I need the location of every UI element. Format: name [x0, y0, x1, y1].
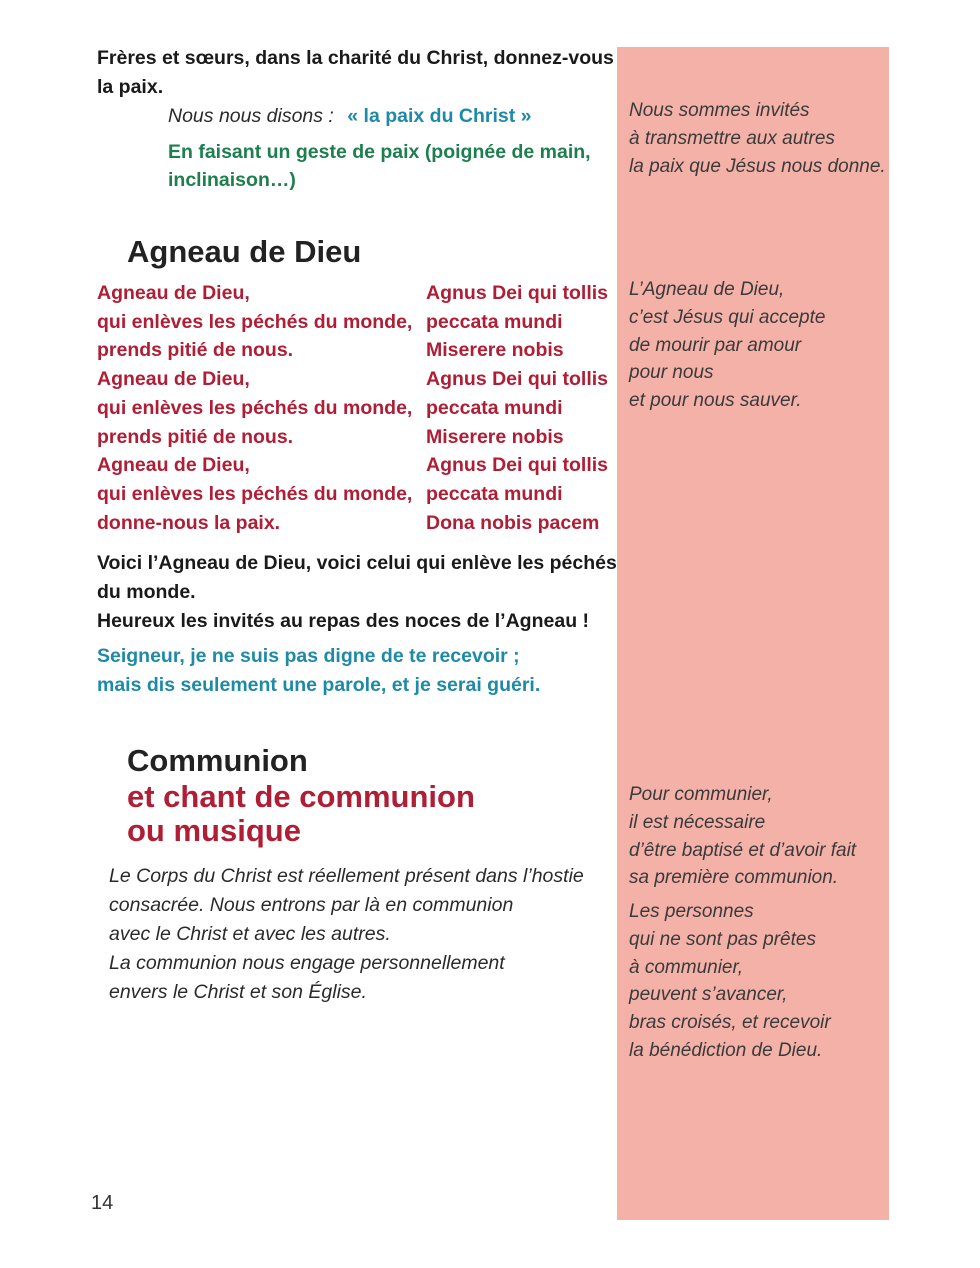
sidebar-note-line: il est nécessaire	[629, 811, 766, 833]
agnus-french-column	[97, 279, 412, 537]
behold-line: Heureux les invités au repas des noces de l’Agneau !	[97, 610, 590, 632]
sidebar-note-line: la bénédiction de Dieu.	[629, 1039, 823, 1061]
gesture-line: En faisant un geste de paix (poignée de main,	[168, 141, 591, 163]
communion-subtitle	[127, 780, 475, 848]
behold-line: Voici l’Agneau de Dieu, voici celui qui enlève les péchés	[97, 552, 617, 574]
communion-line: avec le Christ et avec les autres.	[109, 923, 391, 945]
sidebar-note-blessing	[629, 898, 831, 1065]
agnus-latin-line: peccata mundi	[426, 310, 563, 333]
response-line: mais dis seulement une parole, et je serai guéri.	[97, 674, 541, 696]
communion-line: La communion nous engage personnellement	[109, 952, 505, 974]
peace-quote: « la paix du Christ »	[347, 105, 532, 127]
subtitle-line: et chant de communion	[127, 779, 475, 814]
agnus-title: Agneau de Dieu	[127, 234, 362, 269]
agnus-french-line: Agneau de Dieu,	[97, 282, 250, 304]
peace-line: la paix.	[97, 76, 164, 98]
sidebar-note-line: qui ne sont pas prêtes	[629, 928, 816, 950]
sidebar-note-line: la paix que Jésus nous donne.	[629, 155, 886, 177]
agnus-french-line: qui enlèves les péchés du monde,	[97, 482, 413, 505]
agnus-latin-line: Agnus Dei qui tollis	[426, 368, 609, 391]
agnus-french-line: prends pitié de nous.	[97, 339, 294, 362]
subtitle-line: ou musique	[127, 813, 301, 848]
agnus-latin-line: peccata mundi	[426, 396, 563, 419]
sidebar-note-agnus	[629, 276, 825, 415]
peace-gesture	[168, 138, 591, 194]
communion-body	[109, 862, 584, 1007]
page-number: 14	[91, 1192, 114, 1214]
agnus-french-line: qui enlèves les péchés du monde,	[97, 310, 413, 333]
peace-response	[168, 102, 532, 131]
agnus-latin-line: Agnus Dei qui tollis	[426, 454, 609, 477]
agnus-french-line: Agneau de Dieu,	[97, 368, 250, 391]
sidebar-note-line: pour nous	[629, 362, 714, 384]
sidebar-note-line: d’être baptisé et d’avoir fait	[629, 839, 857, 861]
sidebar-note-peace	[629, 97, 886, 180]
communion-line: consacrée. Nous entrons par là en communion	[109, 894, 514, 916]
sidebar-note-line: bras croisés, et recevoir	[629, 1012, 831, 1034]
agnus-latin-line: Dona nobis pacem	[426, 511, 600, 534]
peace-line: Frères et sœurs, dans la charité du Christ, donnez-vous	[97, 47, 614, 69]
communion-line: Le Corps du Christ est réellement présent dans l’hostie	[109, 865, 584, 887]
agnus-french-line: qui enlèves les péchés du monde,	[97, 396, 413, 419]
sidebar-note-communion	[629, 781, 856, 892]
gesture-line: inclinaison…)	[168, 169, 296, 191]
communion-title: Communion	[127, 743, 308, 778]
behold-lamb	[97, 549, 617, 636]
peace-invitation	[97, 44, 614, 102]
communion-line: envers le Christ et son Église.	[109, 981, 367, 1003]
sidebar-note-line: Nous sommes invités	[629, 100, 810, 121]
behold-line: du monde.	[97, 581, 196, 603]
sidebar-note-line: et pour nous sauver.	[629, 390, 802, 412]
agnus-latin-line: Miserere nobis	[426, 425, 564, 448]
sidebar-note-line: à communier,	[629, 956, 744, 978]
agnus-latin-column	[426, 279, 608, 537]
sidebar-note-line: L’Agneau de Dieu,	[629, 279, 785, 300]
sidebar-note-line: Les personnes	[629, 901, 754, 922]
agnus-latin-line: peccata mundi	[426, 482, 563, 505]
sidebar-note-line: Pour communier,	[629, 784, 773, 805]
sidebar-note-line: peuvent s’avancer,	[629, 984, 788, 1006]
sidebar-note-line: à transmettre aux autres	[629, 127, 835, 149]
response-line: Seigneur, je ne suis pas digne de te recevoir ;	[97, 645, 520, 667]
we-say-label: Nous nous disons :	[168, 105, 334, 127]
agnus-french-line: prends pitié de nous.	[97, 425, 294, 448]
agnus-latin-line: Miserere nobis	[426, 339, 564, 362]
sidebar-note-line: c’est Jésus qui accepte	[629, 306, 826, 328]
agnus-french-line: donne-nous la paix.	[97, 511, 281, 534]
sidebar-note-line: sa première communion.	[629, 867, 839, 889]
agnus-latin-line: Agnus Dei qui tollis	[426, 282, 609, 304]
lord-response	[97, 642, 540, 700]
sidebar-note-line: de mourir par amour	[629, 334, 802, 356]
agnus-french-line: Agneau de Dieu,	[97, 454, 250, 477]
